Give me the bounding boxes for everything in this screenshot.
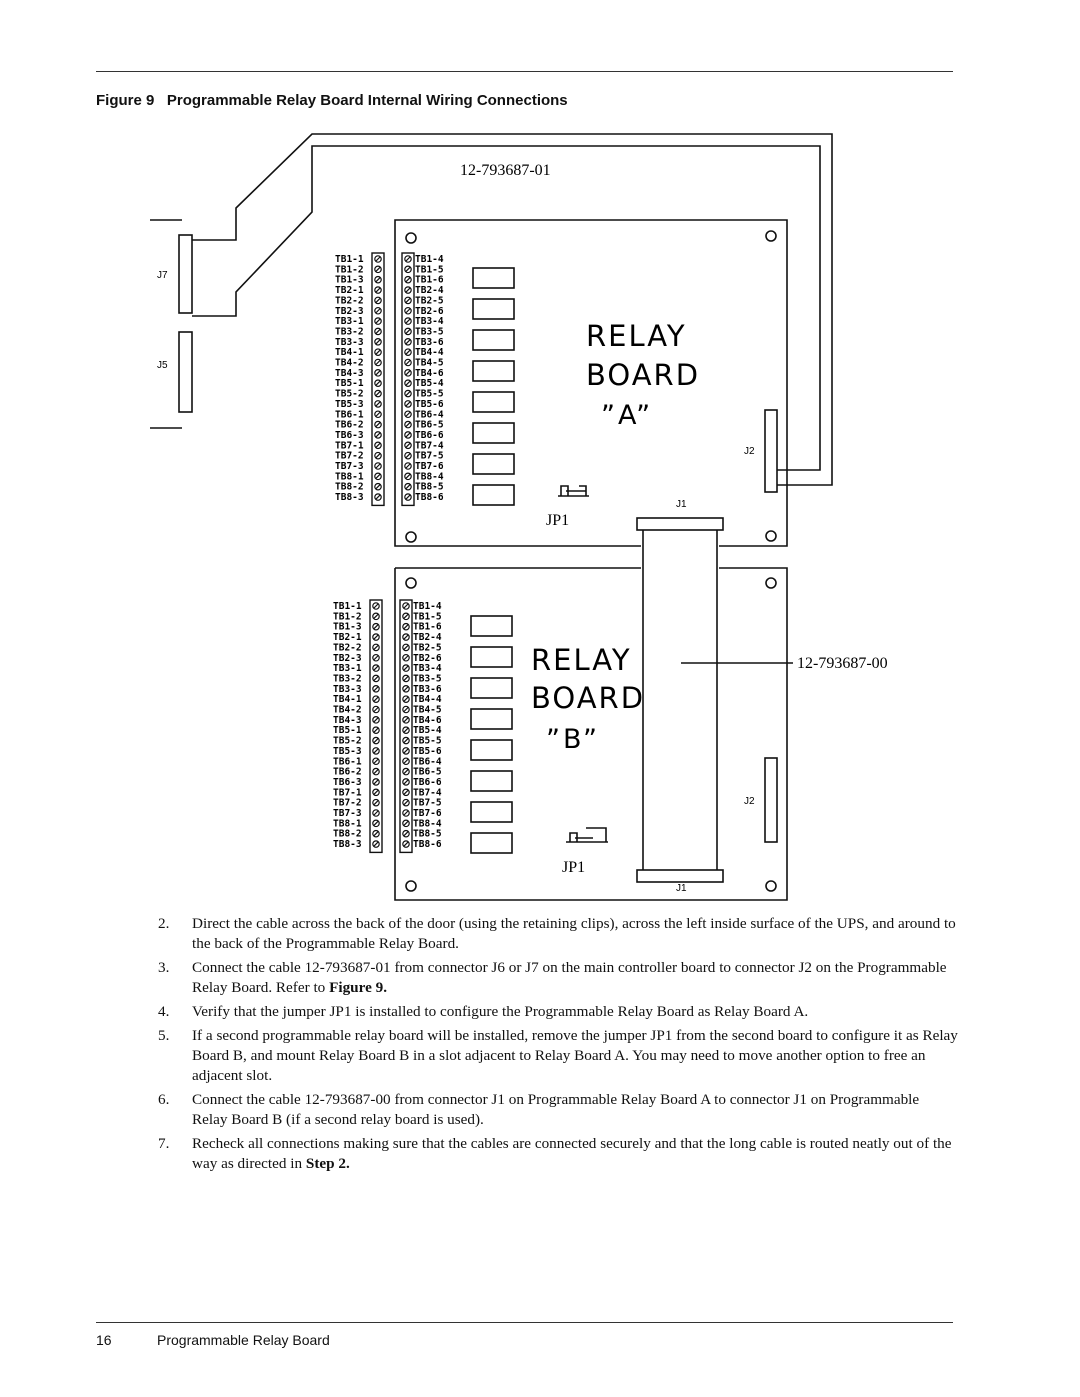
screw-slot (404, 645, 408, 649)
terminal-label: TB1-1 (333, 601, 362, 612)
terminal-label: TB8-6 (415, 492, 444, 504)
terminal-label: TB2-2 (333, 642, 362, 654)
terminal-label: TB8-1 (333, 818, 362, 830)
screw-slot (376, 412, 380, 416)
terminal-label: TB3-4 (415, 316, 444, 328)
terminal-label: TB7-1 (333, 787, 362, 799)
terminal-label: TB5-5 (413, 735, 442, 747)
relay (473, 392, 514, 412)
step-number: 6. (158, 1091, 170, 1108)
screw-slot (376, 454, 380, 458)
screw-slot (376, 443, 380, 447)
j5-label: J5 (157, 360, 168, 371)
board-b-terminal-block (333, 600, 442, 852)
terminal-label: TB2-1 (333, 632, 362, 644)
screw-slot (376, 257, 380, 261)
board-b-j2-connector (765, 758, 777, 842)
screw-slot (406, 485, 410, 489)
terminal-label: TB6-3 (333, 776, 362, 788)
screw-slot (404, 780, 408, 784)
terminal-label: TB7-5 (413, 797, 442, 809)
screw-slot (376, 340, 380, 344)
terminal-label: TB1-6 (413, 621, 442, 633)
terminal-label: TB5-4 (415, 378, 444, 390)
terminal-label: TB1-3 (333, 621, 362, 633)
terminal-label: TB7-4 (413, 787, 442, 799)
step-item (158, 958, 958, 998)
screw-slot (406, 392, 410, 396)
board-b-relays (471, 616, 512, 853)
terminal-label: TB1-2 (333, 611, 362, 623)
screw-slot (406, 402, 410, 406)
screw-slot (376, 298, 380, 302)
terminal-label: TB4-1 (335, 347, 364, 359)
relay (471, 647, 512, 667)
terminal-label: TB6-2 (335, 419, 364, 431)
screw-slot (376, 381, 380, 385)
relay (471, 740, 512, 760)
board-a-title-line1: RELAY (586, 319, 687, 353)
screw-slot (406, 298, 410, 302)
terminal-label: TB6-1 (335, 409, 364, 421)
terminal-label: TB5-1 (335, 378, 364, 390)
screw-slot (374, 780, 378, 784)
screw-slot (404, 697, 408, 701)
terminal-label: TB7-6 (413, 808, 442, 819)
screw-slot (404, 832, 408, 836)
screw-slot (404, 635, 408, 639)
board-b-j1-connector (637, 870, 723, 882)
screw-slot (406, 474, 410, 478)
terminal-label: TB7-1 (335, 440, 364, 452)
terminal-label: TB7-6 (415, 461, 444, 472)
relay (471, 709, 512, 729)
screw-slot (406, 454, 410, 458)
terminal-label: TB8-5 (413, 828, 442, 840)
terminal-label: TB1-3 (335, 274, 364, 286)
board-a-jp1-jumper (558, 486, 589, 496)
board-b-title-line1: RELAY (531, 643, 632, 677)
figure-reference: Figure 9 (329, 979, 384, 996)
terminal-label: TB5-1 (333, 725, 362, 737)
screw-slot (374, 790, 378, 794)
screw-slot (374, 635, 378, 639)
long-cable-outer (192, 134, 832, 485)
terminal-label: TB1-1 (335, 254, 364, 265)
terminal-label: TB5-2 (335, 388, 364, 400)
relay (473, 299, 514, 319)
board-b-j2-label: J2 (744, 796, 755, 807)
screw-slot (374, 687, 378, 691)
terminal-label: TB6-2 (333, 766, 362, 778)
terminal-label: TB2-5 (413, 642, 442, 654)
board-b-title-line3: ”B” (546, 724, 601, 755)
board-b-jp1-jumper (566, 828, 608, 842)
board-b-j1-label: J1 (676, 883, 687, 894)
screw-slot (404, 728, 408, 732)
page-number: 16 (96, 1332, 112, 1348)
step-item (158, 914, 958, 954)
terminal-label: TB3-3 (333, 683, 362, 695)
board-a-j1-connector (637, 518, 723, 530)
instruction-steps (158, 914, 958, 1178)
terminal-label: TB6-4 (415, 409, 444, 421)
terminal-label: TB3-2 (333, 673, 362, 685)
step-item (158, 1090, 958, 1130)
screw-slot (406, 495, 410, 499)
terminal-label: TB7-4 (415, 440, 444, 452)
step-item (158, 1134, 958, 1174)
screw-slot (404, 604, 408, 608)
terminal-label: TB3-2 (335, 326, 364, 338)
terminal-label: TB1-4 (415, 254, 444, 265)
step-text: Recheck all connections making sure that the cables are connected securely and that the long cable is routed neatly out of the way as directed in (192, 1135, 952, 1172)
screw-slot (374, 739, 378, 743)
screw-slot (376, 361, 380, 365)
screw-slot (404, 811, 408, 815)
terminal-label: TB1-5 (413, 611, 442, 623)
screw-slot (406, 278, 410, 282)
terminal-label: TB4-5 (413, 704, 442, 716)
terminal-label: TB4-4 (415, 347, 444, 359)
screw-slot (374, 842, 378, 846)
terminal-label: TB4-3 (335, 367, 364, 379)
screw-slot (376, 329, 380, 333)
terminal-label: TB2-4 (415, 285, 444, 297)
screw-slot (376, 402, 380, 406)
screw-slot (376, 278, 380, 282)
screw-slot (404, 749, 408, 753)
terminal-label: TB8-3 (335, 492, 364, 504)
terminal-label: TB5-3 (333, 745, 362, 757)
terminal-label: TB5-6 (415, 398, 444, 410)
terminal-label: TB4-1 (333, 694, 362, 706)
board-a-j2-label: J2 (744, 446, 755, 457)
j1-ribbon-cable (643, 530, 717, 870)
screw-slot (406, 288, 410, 292)
footer-title: Programmable Relay Board (157, 1332, 330, 1348)
screw-slot (406, 443, 410, 447)
terminal-label: TB3-6 (413, 683, 442, 695)
screw-slot (374, 821, 378, 825)
screw-slot (406, 371, 410, 375)
screw-slot (404, 821, 408, 825)
terminal-label: TB3-5 (415, 326, 444, 338)
terminal-label: TB7-5 (415, 450, 444, 462)
terminal-label: TB4-6 (413, 714, 442, 726)
screw-slot (404, 656, 408, 660)
terminal-label: TB6-6 (413, 776, 442, 788)
screw-slot (374, 676, 378, 680)
screw-slot (376, 423, 380, 427)
screw-slot (376, 474, 380, 478)
screw-slot (376, 267, 380, 271)
screw-slot (374, 759, 378, 763)
terminal-label: TB3-1 (333, 663, 362, 675)
terminal-label: TB4-2 (333, 704, 362, 716)
terminal-label: TB1-5 (415, 264, 444, 276)
relay (473, 361, 514, 381)
screw-slot (374, 708, 378, 712)
screw-slot (376, 371, 380, 375)
terminal-label: TB4-4 (413, 694, 442, 706)
terminal-label: TB7-2 (335, 450, 364, 462)
terminal-label: TB8-2 (335, 481, 364, 493)
reference-suffix: . (345, 1155, 350, 1172)
step-number: 2. (158, 915, 170, 932)
screw-slot (376, 495, 380, 499)
terminal-label: TB3-4 (413, 663, 442, 675)
terminal-label: TB2-4 (413, 632, 442, 644)
terminal-label: TB2-2 (335, 295, 364, 307)
screw-slot (374, 625, 378, 629)
step-text: Direct the cable across the back of the door (using the retaining clips), across the left inside surface of the UPS, and around to the back of the Programmable Relay Board. (192, 915, 956, 952)
screw-slot (376, 433, 380, 437)
terminal-label: TB1-6 (415, 274, 444, 286)
screw-slot (404, 625, 408, 629)
screw-slot (406, 257, 410, 261)
screw-slot (406, 267, 410, 271)
screw-slot (374, 718, 378, 722)
screw-slot (406, 423, 410, 427)
screw-slot (406, 412, 410, 416)
figure-caption-label: Figure 9 (96, 92, 155, 109)
screw-slot (374, 770, 378, 774)
step-text: Connect the cable 12-793687-00 from connector J1 on Programmable Relay Board A to connector J1 on Programmable Relay Board B (if a second relay board is used). (192, 1091, 920, 1128)
terminal-label: TB3-5 (413, 673, 442, 685)
screw-slot (376, 392, 380, 396)
relay (473, 485, 514, 505)
terminal-label: TB5-2 (333, 735, 362, 747)
screw-slot (376, 319, 380, 323)
board-a-title-line2: BOARD (586, 358, 701, 392)
screw-slot (406, 464, 410, 468)
terminal-label: TB7-3 (333, 808, 362, 819)
step-text: If a second programmable relay board will be installed, remove the jumper JP1 from the second board to configure it as Relay Board B, and mount Relay Board B in a slot adjacent to Relay Board A. You may need to move another option to free an adjacent slot. (192, 1027, 958, 1084)
figure-caption-text: Programmable Relay Board Internal Wiring Connections (166, 92, 568, 109)
terminal-label: TB6-5 (413, 766, 442, 778)
screw-slot (406, 340, 410, 344)
screw-slot (404, 801, 408, 805)
terminal-label: TB3-3 (335, 336, 364, 348)
step-text: Connect the cable 12-793687-01 from connector J6 or J7 on the main controller board to connector J2 on the Programmable Relay Board. Refer to (192, 959, 947, 996)
screw-slot (374, 801, 378, 805)
terminal-label: TB5-6 (413, 745, 442, 757)
terminal-label: TB2-6 (413, 652, 442, 664)
board-a-j2-connector (765, 410, 777, 492)
board-a-jp1-label: JP1 (546, 512, 570, 529)
terminal-label: TB5-5 (415, 388, 444, 400)
screw-slot (376, 288, 380, 292)
relay (471, 771, 512, 791)
screw-slot (374, 604, 378, 608)
screw-slot (406, 361, 410, 365)
terminal-label: TB4-3 (333, 714, 362, 726)
board-a-title-line3: ”A” (601, 400, 654, 431)
board-b-title-line2: BOARD (531, 681, 646, 715)
relay (471, 802, 512, 822)
screw-slot (374, 749, 378, 753)
screw-slot (404, 614, 408, 618)
screw-slot (404, 739, 408, 743)
screw-slot (374, 666, 378, 670)
screw-slot (404, 666, 408, 670)
screw-slot (376, 464, 380, 468)
j5-connector (179, 332, 192, 412)
screw-slot (404, 790, 408, 794)
terminal-label: TB2-5 (415, 295, 444, 307)
step-number: 7. (158, 1135, 170, 1152)
j7-label: J7 (157, 270, 168, 281)
screw-slot (404, 759, 408, 763)
reference-suffix: . (383, 979, 388, 996)
terminal-label: TB8-2 (333, 828, 362, 840)
step-number: 5. (158, 1027, 170, 1044)
screw-slot (374, 697, 378, 701)
screw-slot (406, 319, 410, 323)
cable-top-label: 12-793687-01 (460, 162, 551, 179)
terminal-label: TB8-5 (415, 481, 444, 493)
step-item (158, 1026, 958, 1086)
screw-slot (374, 614, 378, 618)
terminal-label: TB3-6 (415, 336, 444, 348)
step-number: 4. (158, 1003, 170, 1020)
terminal-label: TB1-2 (335, 264, 364, 276)
terminal-label: TB8-4 (413, 818, 442, 830)
board-a-j1-label: J1 (676, 499, 687, 510)
screw-slot (406, 329, 410, 333)
screw-slot (376, 309, 380, 313)
screw-slot (406, 350, 410, 354)
terminal-label: TB8-4 (415, 471, 444, 483)
step-reference: Step 2 (305, 1155, 346, 1172)
terminal-label: TB8-3 (333, 839, 362, 851)
screw-slot (374, 656, 378, 660)
terminal-label: TB6-6 (415, 429, 444, 441)
terminal-label: TB1-4 (413, 601, 442, 612)
terminal-label: TB5-3 (335, 398, 364, 410)
screw-slot (374, 811, 378, 815)
relay (473, 330, 514, 350)
terminal-label: TB8-6 (413, 839, 442, 851)
terminal-label: TB6-5 (415, 419, 444, 431)
board-a-terminal-block (335, 253, 444, 505)
j7-connector (179, 235, 192, 313)
terminal-label: TB2-3 (333, 652, 362, 664)
relay (473, 423, 514, 443)
terminal-label: TB6-4 (413, 756, 442, 768)
terminal-label: TB4-6 (415, 367, 444, 379)
controller-board-edge (150, 220, 182, 428)
terminal-label: TB6-3 (335, 429, 364, 441)
screw-slot (406, 309, 410, 313)
terminal-label: TB2-6 (415, 305, 444, 317)
terminal-label: TB2-3 (335, 305, 364, 317)
screw-slot (404, 718, 408, 722)
terminal-label: TB7-2 (333, 797, 362, 809)
screw-slot (404, 770, 408, 774)
relay (473, 454, 514, 474)
screw-slot (376, 350, 380, 354)
terminal-label: TB8-1 (335, 471, 364, 483)
step-number: 3. (158, 959, 170, 976)
relay (471, 616, 512, 636)
relay (471, 678, 512, 698)
screw-slot (404, 676, 408, 680)
terminal-label: TB4-5 (415, 357, 444, 369)
long-cable-inner (192, 146, 820, 470)
terminal-label: TB2-1 (335, 285, 364, 297)
relay (473, 268, 514, 288)
screw-slot (374, 832, 378, 836)
step-text: Verify that the jumper JP1 is installed to configure the Programmable Relay Board as Relay Board A. (192, 1003, 809, 1020)
terminal-label: TB5-4 (413, 725, 442, 737)
terminal-label: TB3-1 (335, 316, 364, 328)
cable-right-label: 12-793687-00 (797, 655, 888, 672)
step-item (158, 1002, 958, 1022)
screw-slot (404, 708, 408, 712)
screw-slot (374, 728, 378, 732)
screw-slot (374, 645, 378, 649)
screw-slot (404, 687, 408, 691)
terminal-label: TB7-3 (335, 461, 364, 472)
board-b-jp1-label: JP1 (562, 859, 586, 876)
relay (471, 833, 512, 853)
screw-slot (406, 433, 410, 437)
screw-slot (376, 485, 380, 489)
screw-slot (406, 381, 410, 385)
bottom-rule (96, 1322, 953, 1323)
terminal-label: TB6-1 (333, 756, 362, 768)
terminal-label: TB4-2 (335, 357, 364, 369)
board-a-relays (473, 268, 514, 505)
screw-slot (404, 842, 408, 846)
